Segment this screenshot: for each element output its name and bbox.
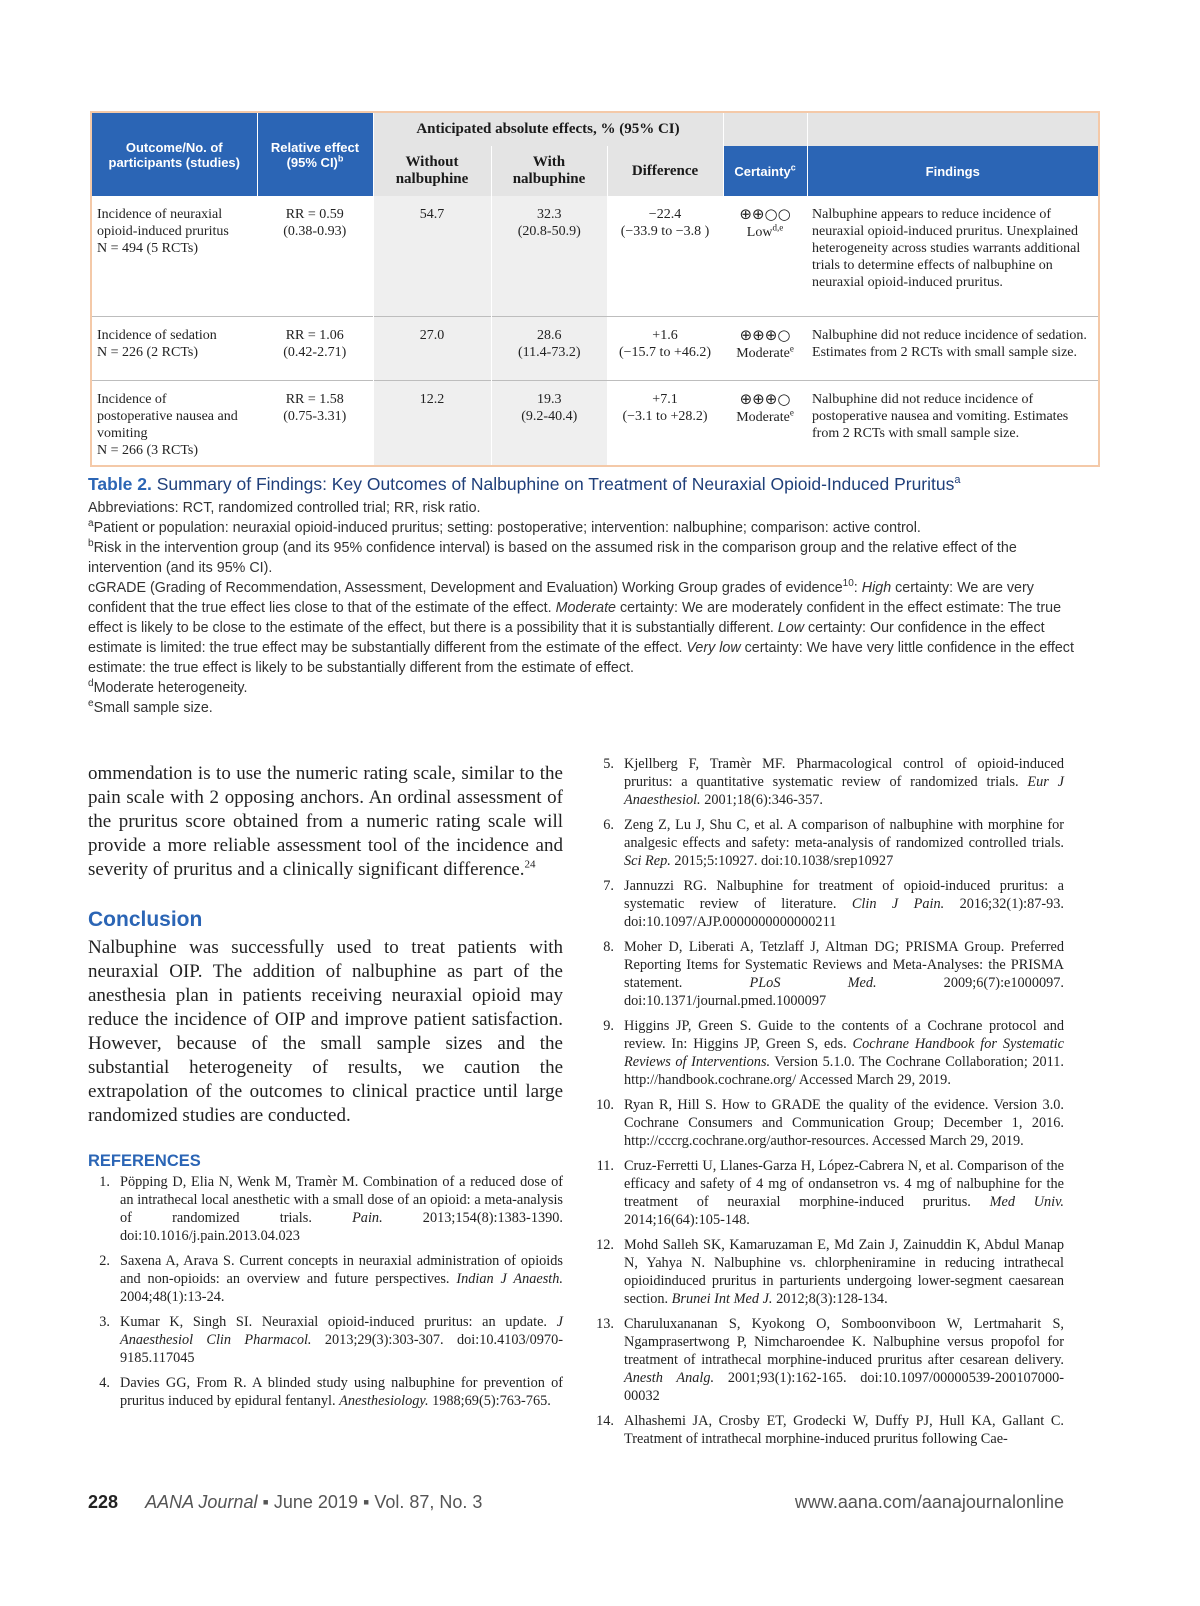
- certainty-cell: ⊕⊕⊕○ Moderate$^e$: [723, 380, 807, 465]
- table-row: [92, 196, 1098, 316]
- header-without: Without nalbuphine: [373, 146, 491, 196]
- header-anticipated: Anticipated absolute effects, % (95% CI): [373, 113, 723, 146]
- reference-item: 10. Ryan R, Hill S. How to GRADE the quality of the evidence. Version 3.0. Cochrane Consumers and Communication Group; December 1, 2016. http://cccrg.cochrane.org/author-resources. Accessed March 29, 2019.: [596, 1097, 1064, 1149]
- without-cell: 54.7: [373, 196, 491, 316]
- with-cell: 19.3 (9.2-40.4): [491, 380, 607, 465]
- note-abbreviations: Abbreviations: RCT, randomized controlled trial; RR, risk ratio.: [88, 500, 481, 516]
- table-row: [92, 380, 1098, 465]
- conclusion-paragraph: Nalbuphine was successfully used to treat patients with neuraxial OIP. The addition of nalbuphine as part of the anesthesia plan in patients receiving neuraxial opioid may reduce the incidence of OIP and improve patient satisfaction. However, because of the small sample sizes and the substantial heterogeneity of results, we caution the extrapolation of the outcomes to clinical practice until large randomized studies are conducted.: [88, 937, 563, 1126]
- table-row: [92, 316, 1098, 380]
- difference-cell: −22.4 (−33.9 to −3.8 ): [620, 207, 710, 239]
- reference-item: 5. Kjellberg F, Tramèr MF. Pharmacological control of opioid-induced pruritus: a quantitative systematic review of randomized trials. Eur J Anaesthesiol. 2001;18(6):346-357.: [603, 756, 1064, 808]
- certainty-cell: ⊕⊕⊕○ Moderate$^e$: [723, 316, 807, 380]
- outcome-cell: Incidence of sedation N = 226 (2 RCTs): [92, 316, 257, 380]
- reference-item: 13. Charuluxananan S, Kyokong O, Somboonviboon W, Lertmaharit S, Ngamprasertwong P, Nimcharoendee K. Nalbuphine versus propofol for treatment of intrathecal morphine-induced pruritus after cesarean delivery. Anesth Analg. 2001;93(1):162-165. doi:10.1097/00000539-200107000-00032: [596, 1316, 1065, 1404]
- with-cell: 32.3 (20.8-50.9): [491, 196, 607, 316]
- body-paragraph: ommendation is to use the numeric rating scale, similar to the pain scale with 2 opposing anchors. An ordinal assessment of the pruritus score obtained from a numeric rating scale will provide a more reliable assessment tool of the incidence and severity of pruritus and a clinically significant difference.$^{24}$: [88, 763, 563, 880]
- certainty-symbols-icon: ⊕⊕○○: [739, 205, 791, 223]
- header-certainty: Certainty$^c$: [723, 146, 807, 196]
- difference-cell: +1.6 (−15.7 to +46.2): [607, 316, 723, 380]
- summary-of-findings-table: [90, 111, 1100, 467]
- relative-effect-cell: RR = 1.58 (0.75-3.31): [257, 380, 373, 465]
- findings-cell: Nalbuphine did not reduce incidence of sedation. Estimates from 2 RCTs with small sample size.: [807, 316, 1098, 380]
- outcome-cell: Incidence of postoperative nausea and vomiting N = 266 (3 RCTs): [92, 380, 257, 465]
- reference-list-left: [88, 1173, 563, 1410]
- left-column: [88, 762, 563, 1417]
- table-caption: Table 2. Summary of Findings: Key Outcomes of Nalbuphine on Treatment of Neuraxial Opioid-Induced Pruritus$^a$: [88, 474, 961, 494]
- note-c: cGRADE (Grading of Recommendation, Assessment, Development and Evaluation) Working Group grades of evidence$^{10}$: High certainty: We are very confident that the true effect lies close to that of the estimate of the effect. Moderate certainty: We are moderately confident in the effect estimate: The true effect is likely to be close to the estimate of the effect, but there is a possibility that it is substantially different. Low certainty: Our confidence in the effect estimate is limited: the true effect may be substantially different from the estimate of the effect. Very low certainty: We have very little confidence in the effect estimate: the true effect is likely to be substantially different from the estimate of effect.: [88, 578, 1074, 676]
- reference-item: 6. Zeng Z, Lu J, Shu C, et al. A comparison of nalbuphine with morphine for analgesic effects and safety: meta-analysis of randomized controlled trials. Sci Rep. 2015;5:10927. doi:10.1038/srep10927: [603, 817, 1064, 869]
- header-with: With nalbuphine: [491, 146, 607, 196]
- reference-item: 7. Jannuzzi RG. Nalbuphine for treatment of opioid-induced pruritus: a systematic review of literature. Clin J Pain. 2016;32(1):87-93. doi:10.1097/AJP.0000000000000211: [603, 878, 1065, 930]
- relative-effect-cell: RR = 0.59 (0.38-0.93): [283, 207, 347, 239]
- reference-item: 4. Davies GG, From R. A blinded study using nalbuphine for prevention of pruritus induced by epidural fentanyl. Anesthesiology. 1988;69(5):763-765.: [99, 1375, 563, 1409]
- reference-item: 3. Kumar K, Singh SI. Neuraxial opioid-induced pruritus: an update. J Anaesthesiol Clin Pharmacol. 2013;29(3):303-307. doi:10.4103/0970-9185.117045: [99, 1314, 563, 1366]
- table-caption-label: Table 2.: [88, 474, 152, 494]
- note-a: $^a$Patient or population: neuraxial opioid-induced pruritus; setting: postoperative; intervention: nalbuphine; comparison: active control.: [88, 518, 921, 536]
- reference-item: 14. Alhashemi JA, Crosby ET, Grodecki W, Duffy PJ, Hull KA, Gallant C. Treatment of intrathecal morphine-induced pruritus following Cae-: [596, 1413, 1064, 1447]
- note-b: $^b$Risk in the intervention group (and its 95% confidence interval) is based on the assumed risk in the comparison group and the relative effect of the intervention (and its 95% CI).: [88, 538, 1017, 576]
- findings-table: [92, 113, 1098, 465]
- without-cell: 12.2: [373, 380, 491, 465]
- with-cell: 28.6 (11.4-73.2): [491, 316, 607, 380]
- certainty-symbols-icon: ⊕⊕⊕○: [739, 389, 791, 408]
- certainty-symbols-icon: ⊕⊕⊕○: [739, 325, 791, 344]
- findings-cell: Nalbuphine did not reduce incidence of postoperative nausea and vomiting. Estimates from 2 RCTs with small sample size.: [807, 380, 1098, 465]
- table-caption-text: Summary of Findings: Key Outcomes of Nalbuphine on Treatment of Neuraxial Opioid-Induced Pruritus: [156, 474, 955, 494]
- reference-item: 12. Mohd Salleh SK, Kamaruzaman E, Md Zain J, Zainuddin K, Abdul Manap N, Yahya N. Nalbuphine vs. chlorpheniramine in reducing intrathecal opioidinduced pruritus in parturients undergoing lower-segment caesarean section. Brunei Int Med J. 2012;8(3):128-134.: [596, 1237, 1064, 1307]
- certainty-cell: ⊕⊕○○ Low$^{d,e}$: [739, 205, 791, 240]
- reference-item: 2. Saxena A, Arava S. Current concepts in neuraxial administration of opioids and non-opioids: an overview and future perspectives. Indian J Anaesth. 2004;48(1):13-24.: [99, 1253, 563, 1305]
- reference-item: 8. Moher D, Liberati A, Tetzlaff J, Altman DG; PRISMA Group. Preferred Reporting Items for Systematic Reviews and Meta-Analyses: the PRISMA statement. PLoS Med. 2009;6(7):e1000097. doi:10.1371/journal.pmed.1000097: [603, 939, 1064, 1009]
- conclusion-heading: Conclusion: [88, 908, 203, 931]
- reference-item: 9. Higgins JP, Green S. Guide to the contents of a Cochrane protocol and review. In: Higgins JP, Green S, eds. Cochrane Handbook for Systematic Reviews of Interventions. Version 5.1.0. The Cochrane Collaboration; 2011. http://handbook.cochrane.org/ Accessed March 29, 2019.: [603, 1018, 1064, 1088]
- note-d: $^d$Moderate heterogeneity.: [88, 678, 248, 696]
- journal-name: AANA Journal: [145, 1492, 258, 1512]
- header-outcome: Outcome/No. of participants (studies): [92, 113, 257, 196]
- reference-item: 1. Pöpping D, Elia N, Wenk M, Tramèr M. Combination of a reduced dose of an intrathecal local anesthetic with a small dose of an opioid: a meta-analysis of randomized trials. Pain. 2013;154(8):1383-1390. doi:10.1016/j.pain.2013.04.023: [99, 1174, 563, 1244]
- header-difference: Difference: [607, 146, 723, 196]
- separator-icon: ▪: [362, 1492, 370, 1512]
- references-heading: REFERENCES: [88, 1152, 201, 1170]
- without-cell: 27.0: [373, 316, 491, 380]
- separator-icon: ▪: [262, 1492, 269, 1512]
- outcome-cell: Incidence of neuraxial opioid-induced pruritus N = 494 (5 RCTs): [97, 207, 229, 256]
- difference-cell: +7.1 (−3.1 to +28.2): [607, 380, 723, 465]
- header-relative-effect: Relative effect (95% CI)$^b$: [257, 113, 373, 196]
- relative-effect-cell: RR = 1.06 (0.42-2.71): [257, 316, 373, 380]
- header-gap: [723, 113, 807, 146]
- table-notes: [88, 498, 1088, 718]
- note-e: $^e$Small sample size.: [88, 698, 213, 716]
- journal-url[interactable]: www.aana.com/aanajournalonline: [794, 1492, 1064, 1512]
- header-findings: Findings: [807, 146, 1098, 196]
- volume: Vol. 87, No. 3: [374, 1492, 483, 1512]
- reference-list-right: [592, 755, 1064, 1448]
- header-gap2: [807, 113, 1098, 146]
- right-column: [592, 755, 1064, 1455]
- page-number: 228: [88, 1492, 119, 1512]
- findings-cell: Nalbuphine appears to reduce incidence of neuraxial opioid-induced pruritus. Unexplained heterogeneity across studies warrants additional trials to determine effects of nalbuphine on neuraxial opioid-induced pruritus.: [812, 207, 1081, 290]
- reference-item: 11. Cruz-Ferretti U, Llanes-Garza H, López-Cabrera N, et al. Comparison of the efficacy and safety of 4 mg of ondansetron vs. 4 mg of nalbuphine for the treatment of neuraxial morphine-induced pruritus. Med Univ. 2014;16(64):105-148.: [596, 1158, 1064, 1228]
- page-footer: [88, 1492, 1064, 1516]
- issue-date: June 2019: [273, 1492, 358, 1512]
